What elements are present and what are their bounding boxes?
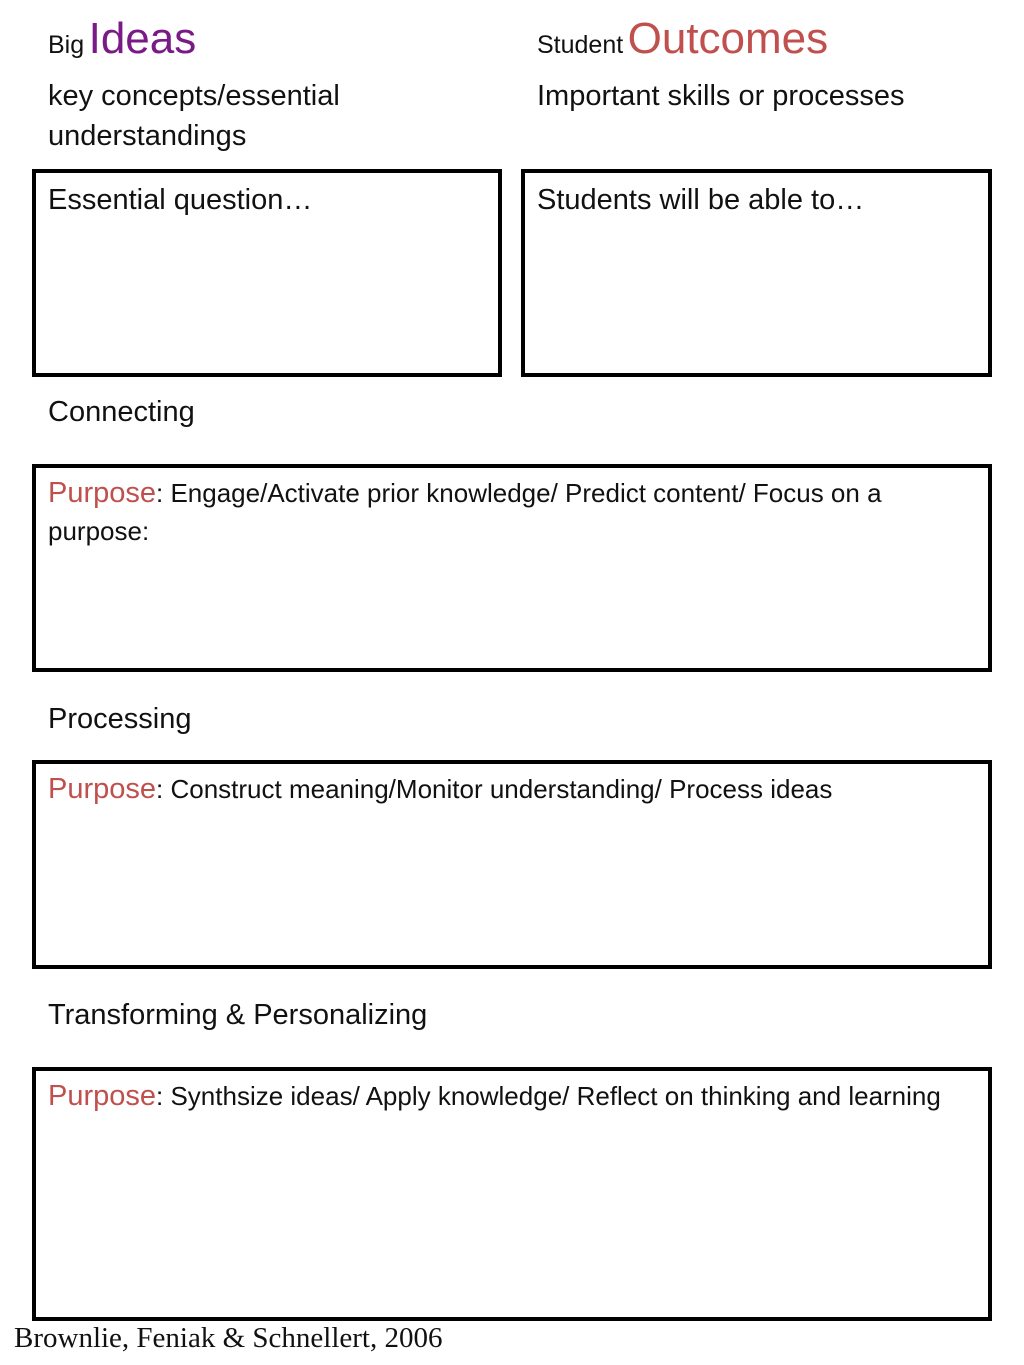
processing-box[interactable] xyxy=(32,760,992,969)
student-outcomes-prefix: Student xyxy=(537,31,624,59)
essential-question-label: Essential question… xyxy=(48,184,313,216)
essential-question-box[interactable] xyxy=(32,169,502,377)
student-outcomes-heading xyxy=(537,14,828,64)
section-label-transforming: Transforming & Personalizing xyxy=(48,999,428,1031)
big-ideas-subtitle: key concepts/essential understandings xyxy=(48,80,340,152)
big-ideas-heading xyxy=(48,14,196,64)
big-ideas-prefix: Big xyxy=(48,31,85,59)
purpose-description: : Construct meaning/Monitor understanding/ Process ideas xyxy=(156,774,833,804)
connecting-box[interactable] xyxy=(32,464,992,672)
student-outcomes-subtitle: Important skills or processes xyxy=(537,80,905,112)
processing-purpose xyxy=(36,764,988,814)
students-will-box[interactable] xyxy=(521,169,992,377)
purpose-description: : Synthsize ideas/ Apply knowledge/ Reflect on thinking and learning xyxy=(156,1081,941,1111)
purpose-label: Purpose xyxy=(48,1080,157,1112)
student-outcomes-keyword: Outcomes xyxy=(627,14,829,63)
purpose-label: Purpose xyxy=(48,477,157,509)
connecting-purpose xyxy=(36,468,988,556)
section-label-connecting: Connecting xyxy=(48,396,195,428)
transforming-purpose xyxy=(36,1071,988,1121)
big-ideas-keyword: Ideas xyxy=(88,14,197,63)
purpose-description: : Engage/Activate prior knowledge/ Predict content/ Focus on a purpose: xyxy=(48,478,882,546)
citation-footer: Brownlie, Feniak & Schnellert, 2006 xyxy=(14,1322,443,1354)
purpose-label: Purpose xyxy=(48,773,157,805)
transforming-box[interactable] xyxy=(32,1067,992,1321)
section-label-processing: Processing xyxy=(48,703,192,735)
students-will-label: Students will be able to… xyxy=(537,184,865,216)
